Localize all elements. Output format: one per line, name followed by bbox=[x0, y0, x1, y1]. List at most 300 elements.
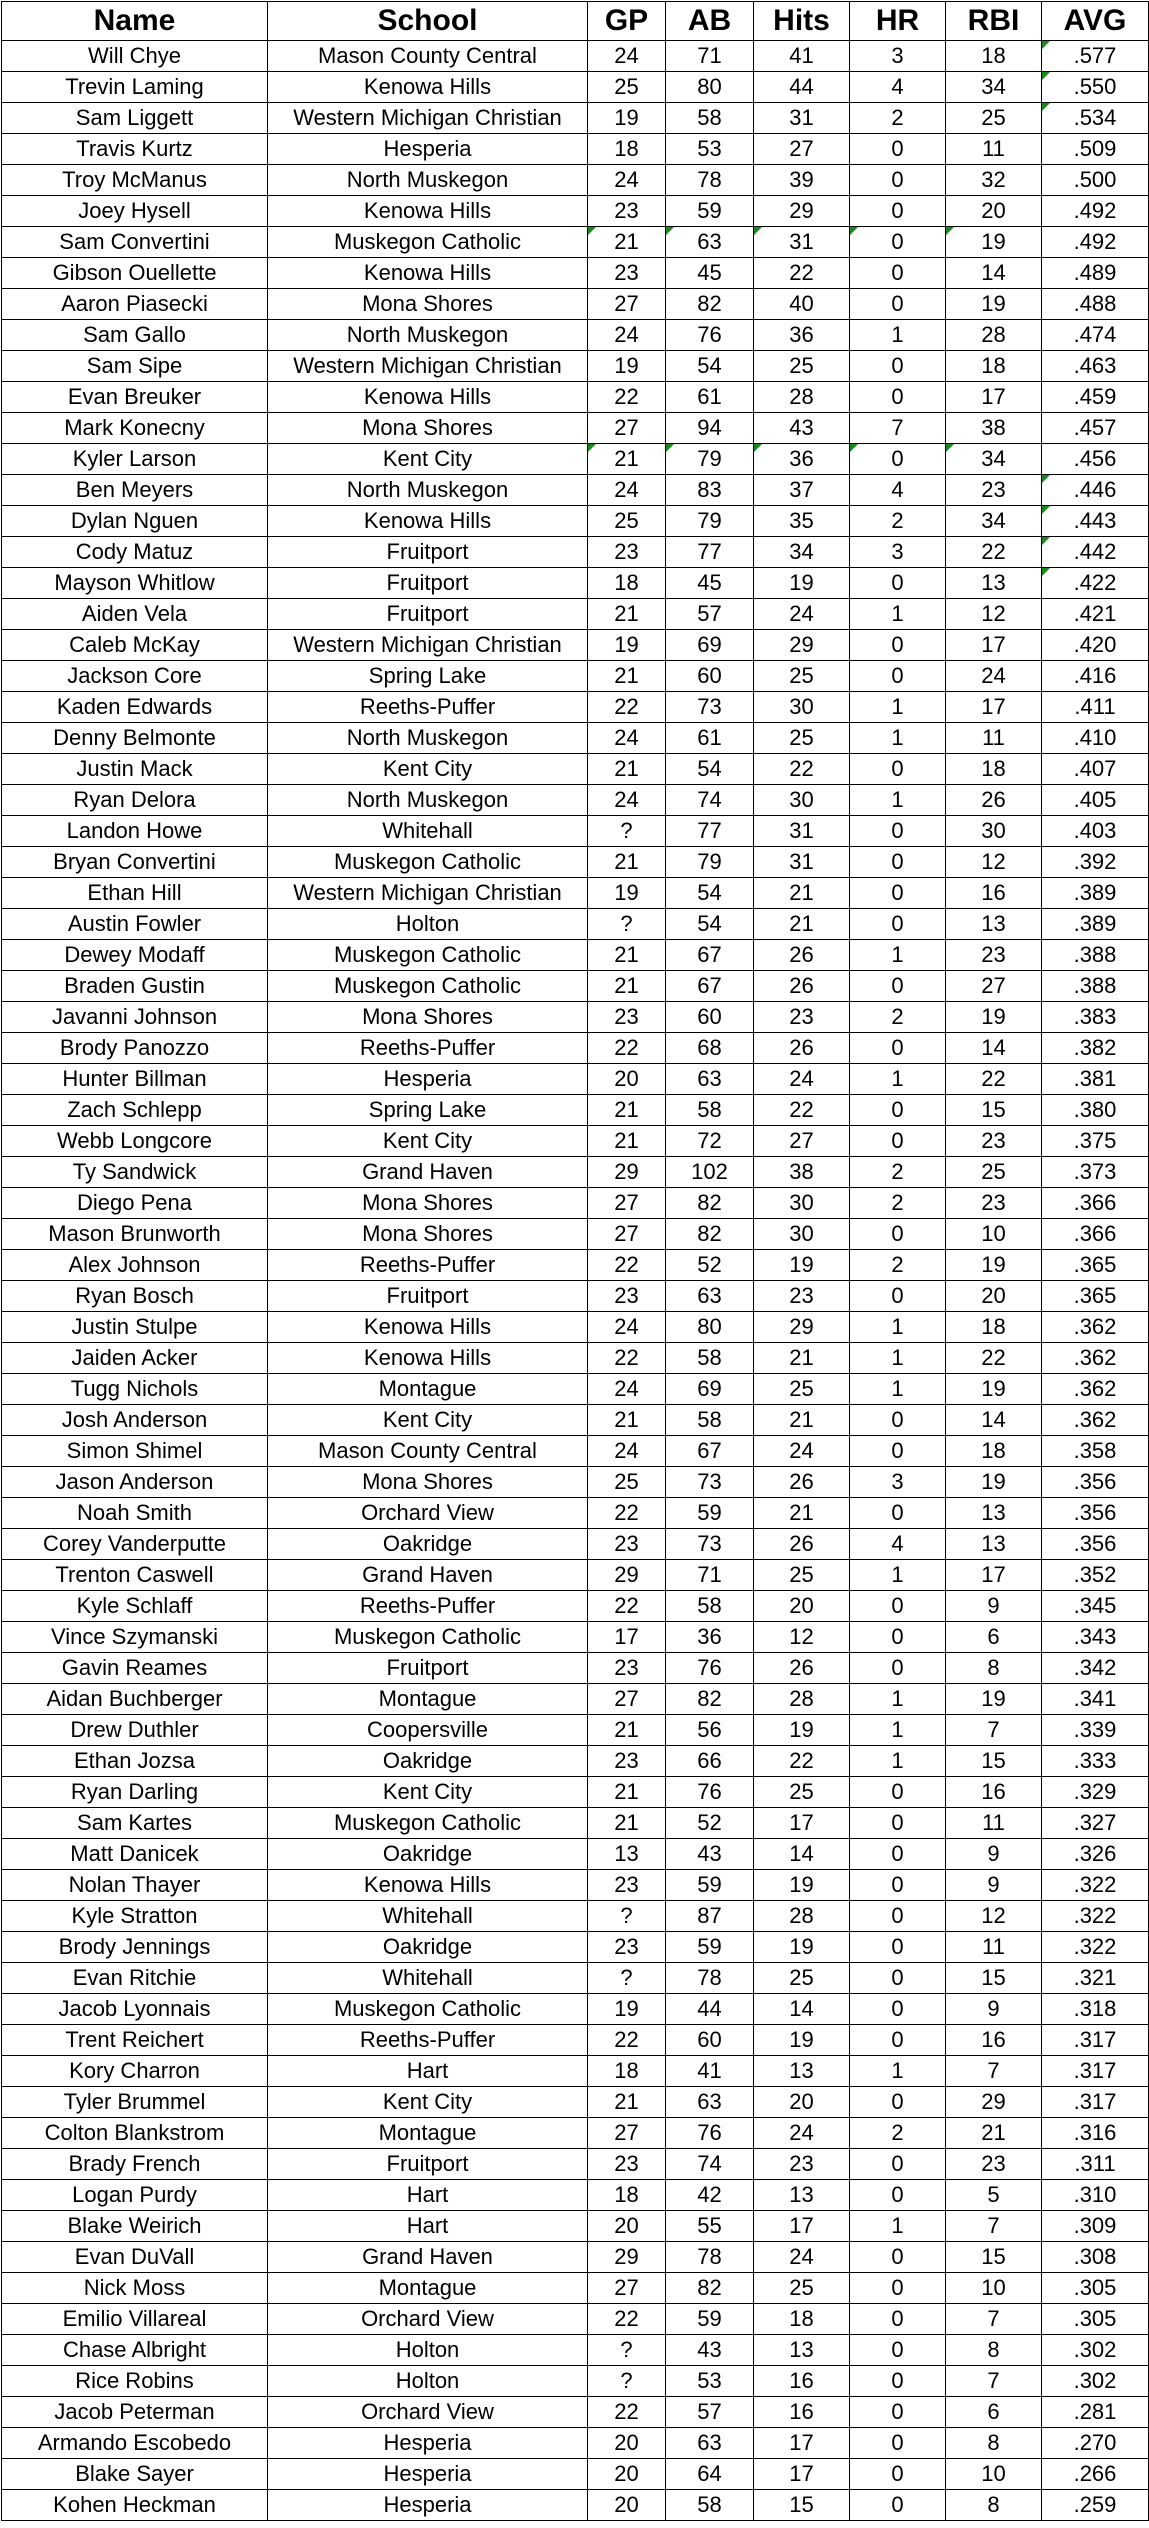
cell-gp: 21 bbox=[588, 1715, 666, 1746]
cell-ab: 61 bbox=[666, 382, 754, 413]
cell-school: Kenowa Hills bbox=[268, 1343, 588, 1374]
cell-hr: 1 bbox=[850, 2056, 946, 2087]
table-row bbox=[2, 537, 1149, 568]
cell-ab: 73 bbox=[666, 692, 754, 723]
cell-rbi: 20 bbox=[946, 196, 1042, 227]
cell-hr: 0 bbox=[850, 1901, 946, 1932]
cell-gp: 22 bbox=[588, 1591, 666, 1622]
cell-name: Colton Blankstrom bbox=[2, 2118, 268, 2149]
cell-school: Western Michigan Christian bbox=[268, 103, 588, 134]
cell-gp: 20 bbox=[588, 1064, 666, 1095]
table-row bbox=[2, 1870, 1149, 1901]
cell-name: Rice Robins bbox=[2, 2366, 268, 2397]
cell-ab: 63 bbox=[666, 1064, 754, 1095]
cell-gp: 21 bbox=[588, 1126, 666, 1157]
cell-hr: 0 bbox=[850, 630, 946, 661]
cell-hits: 16 bbox=[754, 2366, 850, 2397]
cell-ab: 77 bbox=[666, 537, 754, 568]
cell-avg: .411 bbox=[1042, 692, 1149, 723]
cell-school: Fruitport bbox=[268, 568, 588, 599]
cell-avg: .382 bbox=[1042, 1033, 1149, 1064]
cell-school: Montague bbox=[268, 2118, 588, 2149]
cell-gp: 24 bbox=[588, 475, 666, 506]
cell-hr: 0 bbox=[850, 1126, 946, 1157]
cell-hr: 0 bbox=[850, 1622, 946, 1653]
cell-ab: 56 bbox=[666, 1715, 754, 1746]
cell-hits: 39 bbox=[754, 165, 850, 196]
cell-hits: 21 bbox=[754, 1498, 850, 1529]
cell-hits: 22 bbox=[754, 258, 850, 289]
cell-avg: .420 bbox=[1042, 630, 1149, 661]
cell-ab: 82 bbox=[666, 289, 754, 320]
cell-school: Kent City bbox=[268, 2087, 588, 2118]
cell-ab: 41 bbox=[666, 2056, 754, 2087]
table-row bbox=[2, 1591, 1149, 1622]
cell-name: Austin Fowler bbox=[2, 909, 268, 940]
cell-avg: .345 bbox=[1042, 1591, 1149, 1622]
cell-rbi: 29 bbox=[946, 2087, 1042, 2118]
cell-rbi: 11 bbox=[946, 134, 1042, 165]
cell-avg: .365 bbox=[1042, 1250, 1149, 1281]
cell-rbi: 17 bbox=[946, 382, 1042, 413]
cell-rbi: 19 bbox=[946, 1467, 1042, 1498]
cell-avg: .329 bbox=[1042, 1777, 1149, 1808]
cell-name: Sam Gallo bbox=[2, 320, 268, 351]
cell-avg: .388 bbox=[1042, 940, 1149, 971]
cell-gp: 23 bbox=[588, 1653, 666, 1684]
cell-hits: 36 bbox=[754, 444, 850, 475]
cell-avg: .362 bbox=[1042, 1343, 1149, 1374]
cell-ab: 54 bbox=[666, 909, 754, 940]
cell-hits: 22 bbox=[754, 1746, 850, 1777]
cell-hits: 17 bbox=[754, 2211, 850, 2242]
cell-name: Ty Sandwick bbox=[2, 1157, 268, 1188]
cell-avg: .488 bbox=[1042, 289, 1149, 320]
cell-avg: .333 bbox=[1042, 1746, 1149, 1777]
cell-avg: .442 bbox=[1042, 537, 1149, 568]
cell-hits: 26 bbox=[754, 1467, 850, 1498]
cell-name: Jackson Core bbox=[2, 661, 268, 692]
cell-school: Kent City bbox=[268, 1777, 588, 1808]
cell-rbi: 19 bbox=[946, 1250, 1042, 1281]
table-row bbox=[2, 2490, 1149, 2521]
cell-gp: 25 bbox=[588, 1467, 666, 1498]
table-row bbox=[2, 227, 1149, 258]
cell-gp: 23 bbox=[588, 537, 666, 568]
cell-school: Kenowa Hills bbox=[268, 196, 588, 227]
cell-hits: 28 bbox=[754, 1901, 850, 1932]
cell-ab: 82 bbox=[666, 2273, 754, 2304]
cell-gp: 27 bbox=[588, 1188, 666, 1219]
table-row bbox=[2, 2025, 1149, 2056]
cell-school: Holton bbox=[268, 909, 588, 940]
cell-hits: 28 bbox=[754, 382, 850, 413]
table-row bbox=[2, 413, 1149, 444]
cell-ab: 102 bbox=[666, 1157, 754, 1188]
cell-gp: 22 bbox=[588, 1033, 666, 1064]
table-row bbox=[2, 1033, 1149, 1064]
cell-rbi: 28 bbox=[946, 320, 1042, 351]
cell-ab: 60 bbox=[666, 2025, 754, 2056]
cell-hr: 1 bbox=[850, 320, 946, 351]
table-row bbox=[2, 72, 1149, 103]
cell-ab: 36 bbox=[666, 1622, 754, 1653]
cell-rbi: 11 bbox=[946, 723, 1042, 754]
cell-hr: 0 bbox=[850, 1963, 946, 1994]
cell-rbi: 14 bbox=[946, 1405, 1042, 1436]
cell-hr: 0 bbox=[850, 2180, 946, 2211]
table-row bbox=[2, 258, 1149, 289]
cell-ab: 82 bbox=[666, 1188, 754, 1219]
cell-hits: 25 bbox=[754, 1963, 850, 1994]
cell-name: Aaron Piasecki bbox=[2, 289, 268, 320]
cell-ab: 69 bbox=[666, 630, 754, 661]
cell-name: Justin Stulpe bbox=[2, 1312, 268, 1343]
cell-hits: 19 bbox=[754, 1715, 850, 1746]
cell-school: Mona Shores bbox=[268, 1188, 588, 1219]
column-header-name: Name bbox=[2, 2, 268, 41]
cell-ab: 54 bbox=[666, 878, 754, 909]
cell-name: Cody Matuz bbox=[2, 537, 268, 568]
cell-name: Vince Szymanski bbox=[2, 1622, 268, 1653]
cell-hits: 25 bbox=[754, 2273, 850, 2304]
cell-rbi: 38 bbox=[946, 413, 1042, 444]
cell-hr: 0 bbox=[850, 1994, 946, 2025]
table-row bbox=[2, 1653, 1149, 1684]
cell-hits: 21 bbox=[754, 909, 850, 940]
cell-school: Muskegon Catholic bbox=[268, 847, 588, 878]
table-row bbox=[2, 2397, 1149, 2428]
cell-ab: 45 bbox=[666, 258, 754, 289]
cell-hr: 0 bbox=[850, 1095, 946, 1126]
cell-gp: 18 bbox=[588, 2180, 666, 2211]
cell-name: Trevin Laming bbox=[2, 72, 268, 103]
cell-rbi: 19 bbox=[946, 1374, 1042, 1405]
cell-rbi: 8 bbox=[946, 1653, 1042, 1684]
table-row bbox=[2, 599, 1149, 630]
cell-ab: 82 bbox=[666, 1219, 754, 1250]
cell-school: Oakridge bbox=[268, 1932, 588, 1963]
cell-name: Dylan Nguen bbox=[2, 506, 268, 537]
cell-avg: .373 bbox=[1042, 1157, 1149, 1188]
cell-gp: 17 bbox=[588, 1622, 666, 1653]
cell-gp: 24 bbox=[588, 723, 666, 754]
cell-rbi: 22 bbox=[946, 1343, 1042, 1374]
cell-gp: 22 bbox=[588, 692, 666, 723]
table-row bbox=[2, 134, 1149, 165]
cell-hr: 0 bbox=[850, 1591, 946, 1622]
cell-hr: 0 bbox=[850, 2242, 946, 2273]
cell-gp: 24 bbox=[588, 320, 666, 351]
cell-name: Dewey Modaff bbox=[2, 940, 268, 971]
cell-school: Mona Shores bbox=[268, 413, 588, 444]
cell-ab: 68 bbox=[666, 1033, 754, 1064]
cell-hits: 13 bbox=[754, 2056, 850, 2087]
cell-avg: .392 bbox=[1042, 847, 1149, 878]
cell-hits: 26 bbox=[754, 1529, 850, 1560]
cell-avg: .381 bbox=[1042, 1064, 1149, 1095]
cell-gp: 21 bbox=[588, 940, 666, 971]
cell-ab: 59 bbox=[666, 196, 754, 227]
table-row bbox=[2, 2273, 1149, 2304]
cell-rbi: 12 bbox=[946, 847, 1042, 878]
cell-hr: 4 bbox=[850, 72, 946, 103]
cell-name: Kaden Edwards bbox=[2, 692, 268, 723]
cell-ab: 66 bbox=[666, 1746, 754, 1777]
cell-avg: .362 bbox=[1042, 1405, 1149, 1436]
cell-hr: 0 bbox=[850, 754, 946, 785]
table-row bbox=[2, 1188, 1149, 1219]
table-body bbox=[2, 41, 1149, 2521]
cell-ab: 58 bbox=[666, 2490, 754, 2521]
cell-hits: 25 bbox=[754, 1777, 850, 1808]
cell-avg: .305 bbox=[1042, 2304, 1149, 2335]
cell-avg: .318 bbox=[1042, 1994, 1149, 2025]
cell-rbi: 11 bbox=[946, 1932, 1042, 1963]
cell-gp: ? bbox=[588, 1963, 666, 1994]
cell-ab: 74 bbox=[666, 785, 754, 816]
table-row bbox=[2, 971, 1149, 1002]
cell-rbi: 25 bbox=[946, 1157, 1042, 1188]
cell-rbi: 17 bbox=[946, 1560, 1042, 1591]
cell-ab: 42 bbox=[666, 2180, 754, 2211]
cell-rbi: 9 bbox=[946, 1994, 1042, 2025]
cell-hits: 17 bbox=[754, 2459, 850, 2490]
cell-ab: 53 bbox=[666, 2366, 754, 2397]
cell-ab: 59 bbox=[666, 1932, 754, 1963]
table-row bbox=[2, 1684, 1149, 1715]
cell-school: Reeths-Puffer bbox=[268, 2025, 588, 2056]
cell-hr: 0 bbox=[850, 1281, 946, 1312]
table-row bbox=[2, 940, 1149, 971]
table-row bbox=[2, 320, 1149, 351]
cell-hits: 24 bbox=[754, 2242, 850, 2273]
cell-ab: 63 bbox=[666, 2087, 754, 2118]
cell-name: Ben Meyers bbox=[2, 475, 268, 506]
cell-gp: 20 bbox=[588, 2490, 666, 2521]
cell-hits: 24 bbox=[754, 1436, 850, 1467]
cell-rbi: 34 bbox=[946, 444, 1042, 475]
cell-avg: .302 bbox=[1042, 2335, 1149, 2366]
table-row bbox=[2, 723, 1149, 754]
cell-hr: 3 bbox=[850, 41, 946, 72]
cell-school: Mason County Central bbox=[268, 41, 588, 72]
cell-gp: 18 bbox=[588, 134, 666, 165]
table-row bbox=[2, 1839, 1149, 1870]
cell-hr: 1 bbox=[850, 940, 946, 971]
cell-avg: .534 bbox=[1042, 103, 1149, 134]
cell-name: Diego Pena bbox=[2, 1188, 268, 1219]
column-header-hr: HR bbox=[850, 2, 946, 41]
cell-rbi: 34 bbox=[946, 72, 1042, 103]
cell-ab: 67 bbox=[666, 971, 754, 1002]
cell-hits: 23 bbox=[754, 1002, 850, 1033]
cell-rbi: 34 bbox=[946, 506, 1042, 537]
cell-school: Muskegon Catholic bbox=[268, 227, 588, 258]
cell-rbi: 13 bbox=[946, 1498, 1042, 1529]
table-row bbox=[2, 847, 1149, 878]
cell-school: Orchard View bbox=[268, 1498, 588, 1529]
cell-hr: 1 bbox=[850, 1684, 946, 1715]
cell-avg: .362 bbox=[1042, 1374, 1149, 1405]
cell-school: Mason County Central bbox=[268, 1436, 588, 1467]
cell-ab: 79 bbox=[666, 847, 754, 878]
cell-school: Whitehall bbox=[268, 1901, 588, 1932]
cell-rbi: 7 bbox=[946, 2366, 1042, 2397]
cell-rbi: 32 bbox=[946, 165, 1042, 196]
cell-avg: .316 bbox=[1042, 2118, 1149, 2149]
cell-name: Bryan Convertini bbox=[2, 847, 268, 878]
cell-avg: .342 bbox=[1042, 1653, 1149, 1684]
cell-avg: .405 bbox=[1042, 785, 1149, 816]
cell-school: Oakridge bbox=[268, 1839, 588, 1870]
cell-ab: 79 bbox=[666, 444, 754, 475]
cell-hr: 1 bbox=[850, 785, 946, 816]
cell-name: Aidan Buchberger bbox=[2, 1684, 268, 1715]
cell-hr: 0 bbox=[850, 382, 946, 413]
cell-gp: 21 bbox=[588, 599, 666, 630]
cell-rbi: 11 bbox=[946, 1808, 1042, 1839]
cell-gp: 27 bbox=[588, 1684, 666, 1715]
cell-name: Kyler Larson bbox=[2, 444, 268, 475]
table-row bbox=[2, 351, 1149, 382]
cell-name: Landon Howe bbox=[2, 816, 268, 847]
cell-gp: 27 bbox=[588, 413, 666, 444]
cell-ab: 77 bbox=[666, 816, 754, 847]
cell-hr: 1 bbox=[850, 1715, 946, 1746]
cell-rbi: 18 bbox=[946, 754, 1042, 785]
cell-rbi: 23 bbox=[946, 475, 1042, 506]
cell-avg: .389 bbox=[1042, 909, 1149, 940]
cell-rbi: 9 bbox=[946, 1839, 1042, 1870]
cell-rbi: 13 bbox=[946, 909, 1042, 940]
cell-name: Justin Mack bbox=[2, 754, 268, 785]
cell-school: Muskegon Catholic bbox=[268, 971, 588, 1002]
cell-name: Matt Danicek bbox=[2, 1839, 268, 1870]
cell-hr: 0 bbox=[850, 2304, 946, 2335]
cell-name: Joey Hysell bbox=[2, 196, 268, 227]
cell-gp: 22 bbox=[588, 2025, 666, 2056]
cell-gp: 21 bbox=[588, 971, 666, 1002]
cell-hits: 25 bbox=[754, 1560, 850, 1591]
cell-gp: 19 bbox=[588, 630, 666, 661]
table-row bbox=[2, 1312, 1149, 1343]
cell-gp: ? bbox=[588, 2366, 666, 2397]
cell-hits: 23 bbox=[754, 1281, 850, 1312]
cell-rbi: 26 bbox=[946, 785, 1042, 816]
cell-avg: .492 bbox=[1042, 227, 1149, 258]
table-row bbox=[2, 1715, 1149, 1746]
cell-rbi: 19 bbox=[946, 1002, 1042, 1033]
cell-school: Oakridge bbox=[268, 1529, 588, 1560]
cell-hits: 43 bbox=[754, 413, 850, 444]
cell-avg: .266 bbox=[1042, 2459, 1149, 2490]
cell-name: Sam Convertini bbox=[2, 227, 268, 258]
cell-rbi: 21 bbox=[946, 2118, 1042, 2149]
cell-school: Holton bbox=[268, 2335, 588, 2366]
cell-hits: 35 bbox=[754, 506, 850, 537]
cell-school: Oakridge bbox=[268, 1746, 588, 1777]
cell-rbi: 13 bbox=[946, 568, 1042, 599]
cell-school: Mona Shores bbox=[268, 289, 588, 320]
cell-gp: 27 bbox=[588, 2118, 666, 2149]
cell-name: Troy McManus bbox=[2, 165, 268, 196]
cell-hits: 25 bbox=[754, 661, 850, 692]
table-row bbox=[2, 289, 1149, 320]
cell-name: Chase Albright bbox=[2, 2335, 268, 2366]
cell-name: Ryan Bosch bbox=[2, 1281, 268, 1312]
cell-hits: 14 bbox=[754, 1839, 850, 1870]
cell-gp: 18 bbox=[588, 568, 666, 599]
cell-hits: 36 bbox=[754, 320, 850, 351]
cell-ab: 71 bbox=[666, 1560, 754, 1591]
cell-name: Noah Smith bbox=[2, 1498, 268, 1529]
table-row bbox=[2, 1901, 1149, 1932]
cell-school: Orchard View bbox=[268, 2397, 588, 2428]
cell-school: Hesperia bbox=[268, 2459, 588, 2490]
cell-rbi: 7 bbox=[946, 2211, 1042, 2242]
cell-school: Montague bbox=[268, 2273, 588, 2304]
cell-gp: 21 bbox=[588, 2087, 666, 2118]
cell-avg: .356 bbox=[1042, 1529, 1149, 1560]
cell-hits: 17 bbox=[754, 2428, 850, 2459]
cell-rbi: 12 bbox=[946, 599, 1042, 630]
cell-hits: 25 bbox=[754, 723, 850, 754]
cell-hits: 22 bbox=[754, 1095, 850, 1126]
cell-ab: 78 bbox=[666, 165, 754, 196]
cell-ab: 83 bbox=[666, 475, 754, 506]
cell-hr: 0 bbox=[850, 847, 946, 878]
cell-hits: 19 bbox=[754, 1250, 850, 1281]
cell-gp: 24 bbox=[588, 785, 666, 816]
cell-name: Gibson Ouellette bbox=[2, 258, 268, 289]
cell-hr: 0 bbox=[850, 2335, 946, 2366]
cell-rbi: 18 bbox=[946, 41, 1042, 72]
cell-name: Ryan Delora bbox=[2, 785, 268, 816]
table-row bbox=[2, 2087, 1149, 2118]
cell-rbi: 18 bbox=[946, 1436, 1042, 1467]
cell-rbi: 6 bbox=[946, 2397, 1042, 2428]
cell-hits: 34 bbox=[754, 537, 850, 568]
table-row bbox=[2, 1467, 1149, 1498]
cell-hr: 0 bbox=[850, 971, 946, 1002]
cell-hits: 31 bbox=[754, 816, 850, 847]
cell-avg: .366 bbox=[1042, 1188, 1149, 1219]
cell-ab: 76 bbox=[666, 1777, 754, 1808]
cell-ab: 45 bbox=[666, 568, 754, 599]
table-row bbox=[2, 103, 1149, 134]
cell-gp: 22 bbox=[588, 1250, 666, 1281]
cell-name: Blake Sayer bbox=[2, 2459, 268, 2490]
cell-name: Braden Gustin bbox=[2, 971, 268, 1002]
table-row bbox=[2, 2149, 1149, 2180]
cell-rbi: 30 bbox=[946, 816, 1042, 847]
cell-name: Brady French bbox=[2, 2149, 268, 2180]
cell-hits: 30 bbox=[754, 692, 850, 723]
cell-gp: 24 bbox=[588, 165, 666, 196]
cell-avg: .416 bbox=[1042, 661, 1149, 692]
cell-school: Muskegon Catholic bbox=[268, 940, 588, 971]
cell-rbi: 7 bbox=[946, 1715, 1042, 1746]
cell-avg: .459 bbox=[1042, 382, 1149, 413]
cell-school: Kent City bbox=[268, 1405, 588, 1436]
cell-gp: 20 bbox=[588, 2211, 666, 2242]
cell-avg: .380 bbox=[1042, 1095, 1149, 1126]
cell-hits: 20 bbox=[754, 1591, 850, 1622]
cell-hr: 0 bbox=[850, 258, 946, 289]
cell-ab: 76 bbox=[666, 1653, 754, 1684]
cell-hr: 4 bbox=[850, 1529, 946, 1560]
